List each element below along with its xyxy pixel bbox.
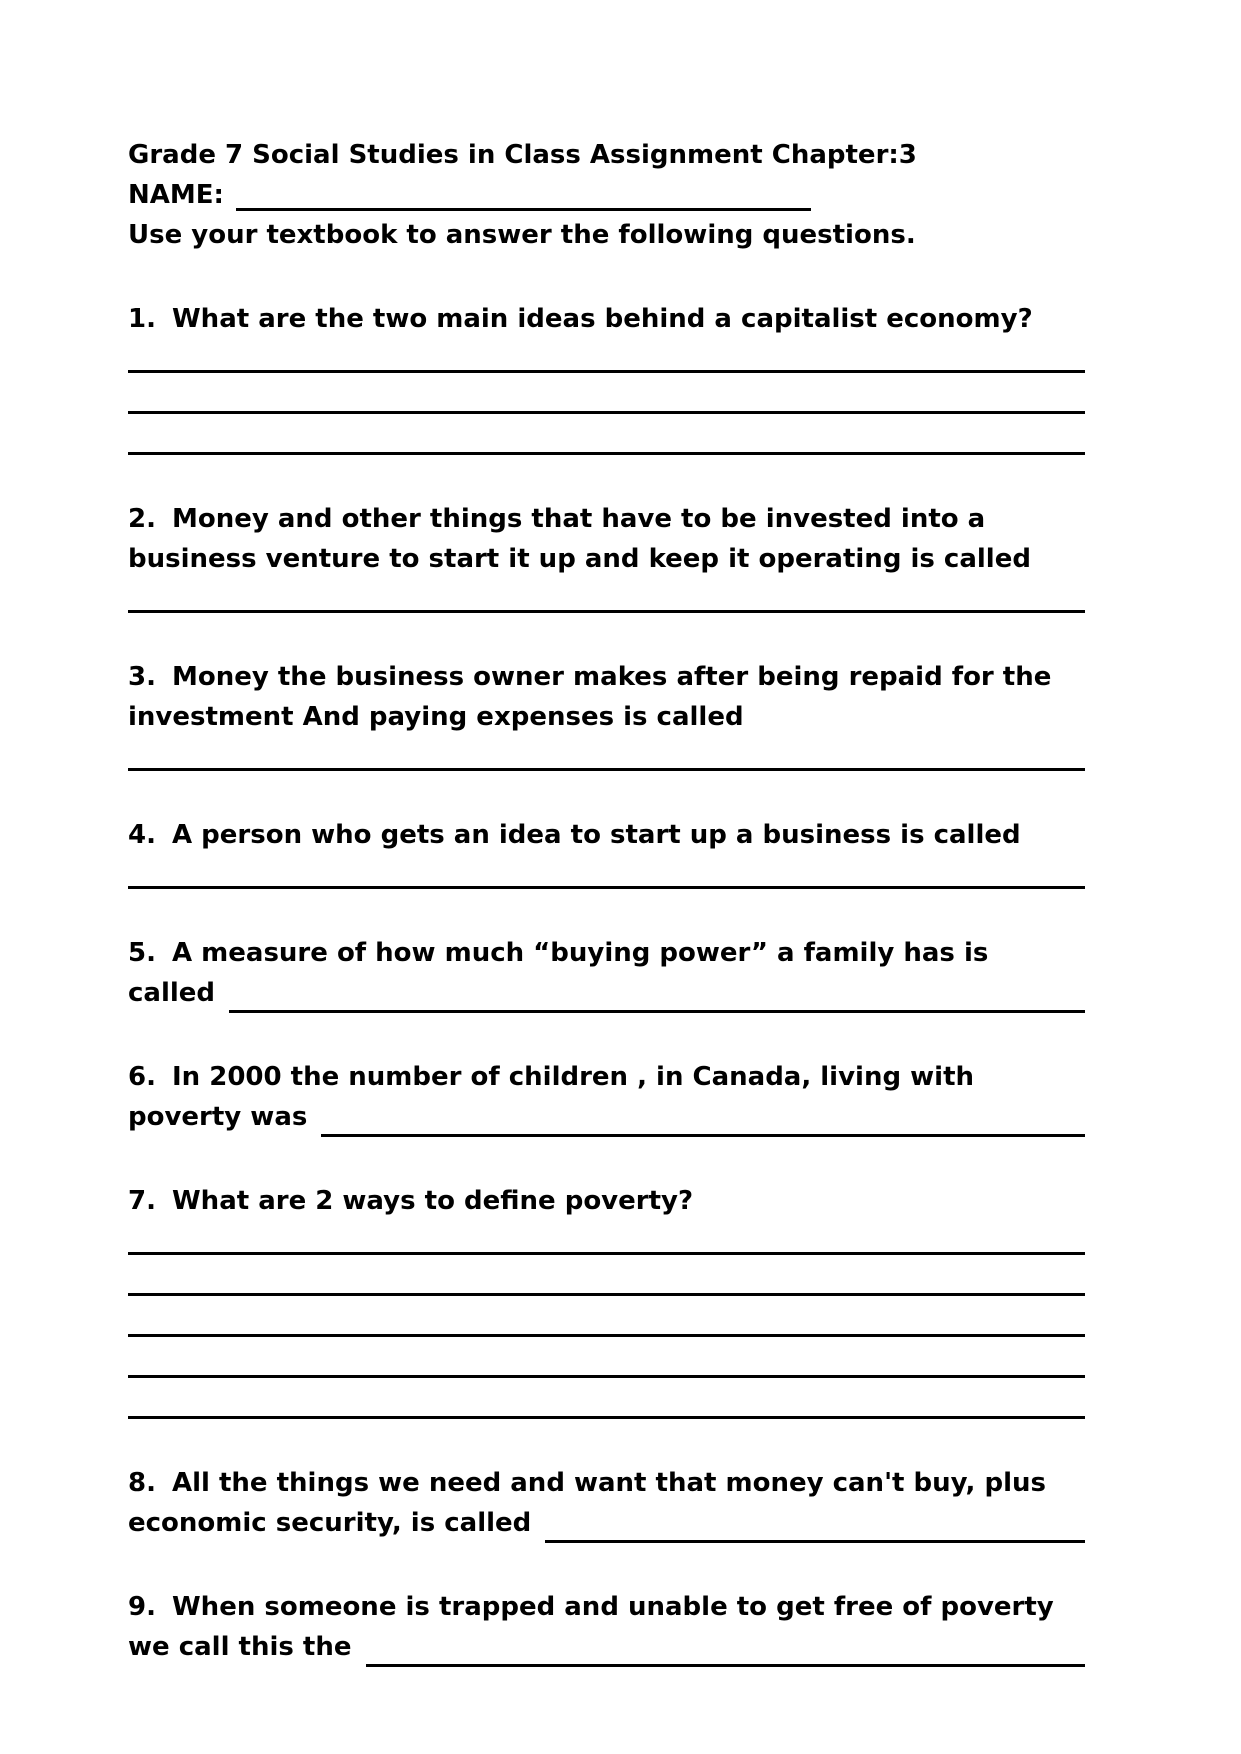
name-blank[interactable] — [236, 178, 811, 211]
question-text: Money and other things that have to be invested into a — [172, 504, 986, 534]
answer-line[interactable] — [128, 339, 1085, 373]
question-8 — [128, 1463, 1085, 1543]
answer-blank-inline[interactable] — [545, 1503, 1085, 1543]
answer-line[interactable] — [128, 1337, 1085, 1378]
answer-line[interactable] — [128, 1378, 1085, 1419]
question-text: What are the two main ideas behind a capitalist economy? — [172, 304, 1033, 334]
name-row — [128, 175, 1085, 215]
question-number: 8. — [128, 1468, 156, 1498]
answer-line[interactable] — [128, 1255, 1085, 1296]
question-2 — [128, 499, 1085, 613]
question-number: 1. — [128, 304, 156, 334]
question-text: business venture to start it up and keep it operating is called — [128, 544, 1031, 574]
answer-line[interactable] — [128, 579, 1085, 613]
question-5 — [128, 933, 1085, 1013]
question-text: called — [128, 978, 216, 1008]
question-number: 9. — [128, 1592, 156, 1622]
question-text: A measure of how much “buying power” a family has is — [172, 938, 989, 968]
question-1 — [128, 299, 1085, 455]
question-text: Money the business owner makes after being repaid for the — [172, 662, 1052, 692]
question-text: When someone is trapped and unable to get free of poverty — [172, 1592, 1054, 1622]
question-text: In 2000 the number of children , in Canada, living with — [172, 1062, 975, 1092]
name-label: NAME: — [128, 180, 224, 210]
question-6 — [128, 1057, 1085, 1137]
question-number: 5. — [128, 938, 156, 968]
answer-line[interactable] — [128, 1221, 1085, 1255]
question-number: 7. — [128, 1186, 156, 1216]
question-number: 3. — [128, 662, 156, 692]
question-text: economic security, is called — [128, 1508, 532, 1538]
question-text: poverty was — [128, 1102, 308, 1132]
answer-line[interactable] — [128, 373, 1085, 414]
question-text: A person who gets an idea to start up a business is called — [172, 820, 1021, 850]
question-7 — [128, 1181, 1085, 1419]
question-9 — [128, 1587, 1085, 1667]
instruction-text: Use your textbook to answer the following questions. — [128, 220, 916, 250]
answer-line[interactable] — [128, 414, 1085, 455]
question-text: we call this the — [128, 1632, 352, 1662]
question-3 — [128, 657, 1085, 771]
question-text: All the things we need and want that money can't buy, plus — [172, 1468, 1046, 1498]
answer-blank-inline[interactable] — [229, 973, 1085, 1013]
question-text: investment And paying expenses is called — [128, 702, 744, 732]
answer-blank-inline[interactable] — [321, 1097, 1085, 1137]
question-number: 6. — [128, 1062, 156, 1092]
question-text: What are 2 ways to define poverty? — [172, 1186, 694, 1216]
question-number: 4. — [128, 820, 156, 850]
answer-line[interactable] — [128, 1296, 1085, 1337]
answer-blank-inline[interactable] — [366, 1627, 1086, 1667]
question-4 — [128, 815, 1085, 889]
question-number: 2. — [128, 504, 156, 534]
answer-line[interactable] — [128, 737, 1085, 771]
page-title: Grade 7 Social Studies in Class Assignment Chapter:3 — [128, 140, 917, 170]
answer-line[interactable] — [128, 855, 1085, 889]
